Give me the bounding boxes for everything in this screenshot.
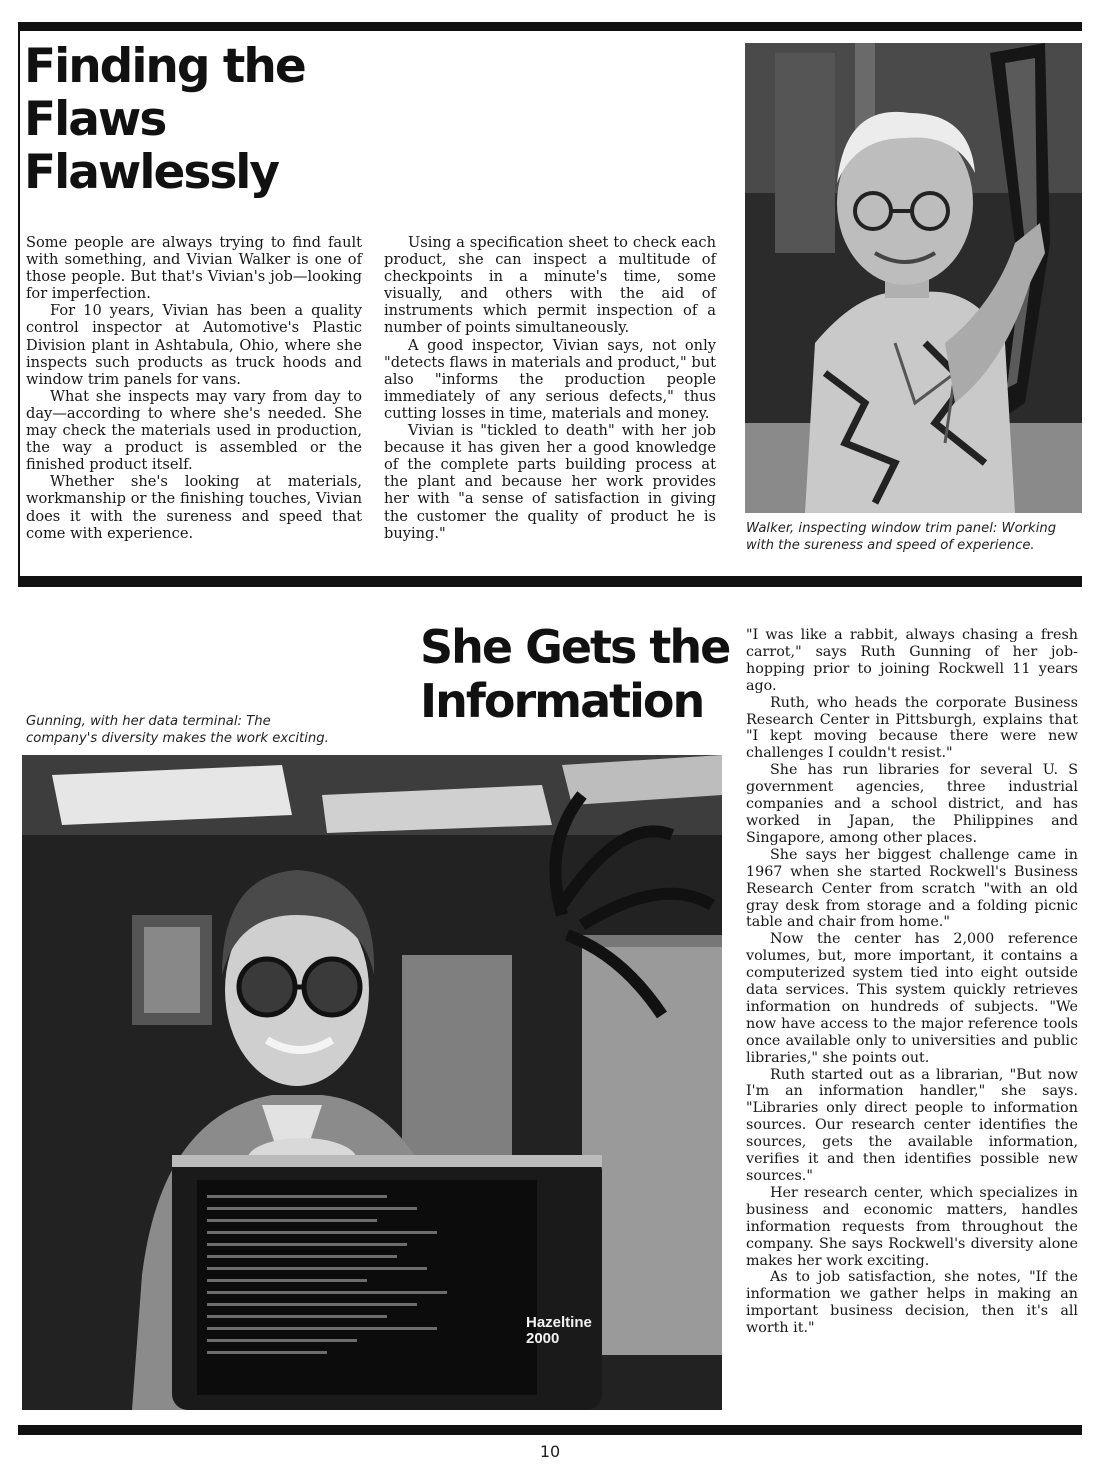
story1-headline — [24, 40, 305, 199]
gunning-photo-caption: Gunning, with her data terminal: The company's diversity makes the work exciting. — [26, 714, 329, 746]
story1-col1-paragraph-2: For 10 years, Vivian has been a quality control inspector at Automotive's Plastic Division plant in Ashtabula, Ohio, where she inspects such products as truck hoods and window trim panels for vans. — [26, 302, 362, 388]
walker-photo — [745, 43, 1082, 513]
story1-col1-paragraph-3: What she inspects may vary from day to day—according to where she's needed. She may check the materials used in production, the way a product is assembled or the finished product itself. — [26, 387, 362, 474]
left-border — [18, 22, 20, 582]
story2-headline-line-1: She Gets the — [420, 620, 730, 674]
story1-col2-paragraph-3: Vivian is "tickled to death" with her job because it has given her a good knowledge of the complete parts building process at the plant and because her work provides her with "a sense of satisfaction in giving the customer the quality of product he is buying." — [384, 422, 716, 542]
story2-paragraph-3: She has run libraries for several U. S government agencies, three industrial companies and a school district, and has worked in Japan, the Philippines and Singapore, among other places. — [746, 762, 1078, 846]
story1-col1-paragraph-4: Whether she's looking at materials, workmanship or the finishing touches, Vivian does it with the sureness and speed that come with experience. — [26, 473, 362, 542]
story1-headline-line-1: Finding the — [24, 39, 305, 94]
story1-col2-paragraph-1: Using a specification sheet to check each product, she can inspect a multitude of checkpoints in a minute's time, some visually, and others with the aid of instruments which permit inspection of a number of points simultaneously. — [384, 234, 716, 337]
page-number: 10 — [539, 1442, 561, 1461]
walker-photo-caption: Walker, inspecting window trim panel: Working with the sureness and speed of experience. — [746, 521, 1057, 553]
bottom-rule — [18, 1425, 1082, 1435]
terminal-model: 2000 — [526, 1330, 560, 1347]
terminal-label — [526, 1315, 592, 1347]
story1-column-1 — [26, 234, 362, 542]
story1-headline-line-2: Flaws — [24, 92, 166, 147]
story2-paragraph-8: As to job satisfaction, she notes, "If the information we gather helps in making an important business decision, then it's all worth it." — [746, 1269, 1078, 1337]
story2-paragraph-7: Her research center, which specializes in business and economic matters, handles information requests from throughout the company. She says Rockwell's diversity alone makes her work exciting. — [746, 1184, 1078, 1269]
story1-headline-line-3: Flawlessly — [24, 145, 279, 200]
top-rule — [18, 22, 1082, 31]
story2-headline-line-2: Information — [420, 674, 704, 728]
story2-paragraph-4: She says her biggest challenge came in 1967 when she started Rockwell's Business Research Center from scratch "with an old gray desk from storage and a folding picnic table and chair from home." — [746, 846, 1078, 931]
story2-column — [746, 627, 1078, 1337]
story2-headline — [420, 620, 729, 728]
story2-paragraph-5: Now the center has 2,000 reference volumes, but, more important, it contains a computerized system tied into eight outside data services. This system quickly retrieves information on hundreds of subjects. "We now have access to the major reference tools once available only to universities and public libraries," she points out. — [746, 931, 1078, 1066]
gunning-photo — [22, 755, 722, 1410]
middle-rule — [18, 576, 1082, 587]
story1-column-2 — [384, 234, 716, 542]
story2-paragraph-6: Ruth started out as a librarian, "But now I'm an information handler," she says. "Libraries only direct people to information sources. Our research center identifies the sources, gets the available information, verifies it and then identifies possible new sources." — [746, 1066, 1078, 1184]
terminal-brand: Hazeltine — [526, 1314, 592, 1331]
story1-col2-paragraph-2: A good inspector, Vivian says, not only "detects flaws in materials and product," but also "informs the production people immediately of any serious defects," thus cutting losses in time, materials and money. — [384, 336, 716, 422]
story2-paragraph-1: "I was like a rabbit, always chasing a fresh carrot," says Ruth Gunning of her job-hopping prior to joining Rockwell 11 years ago. — [746, 627, 1078, 694]
story2-paragraph-2: Ruth, who heads the corporate Business Research Center in Pittsburgh, explains that "I kept moving because there were new challenges I couldn't resist." — [746, 694, 1078, 762]
story1-col1-paragraph-1: Some people are always trying to find fault with something, and Vivian Walker is one of those people. But that's Vivian's job—looking for imperfection. — [26, 234, 362, 303]
